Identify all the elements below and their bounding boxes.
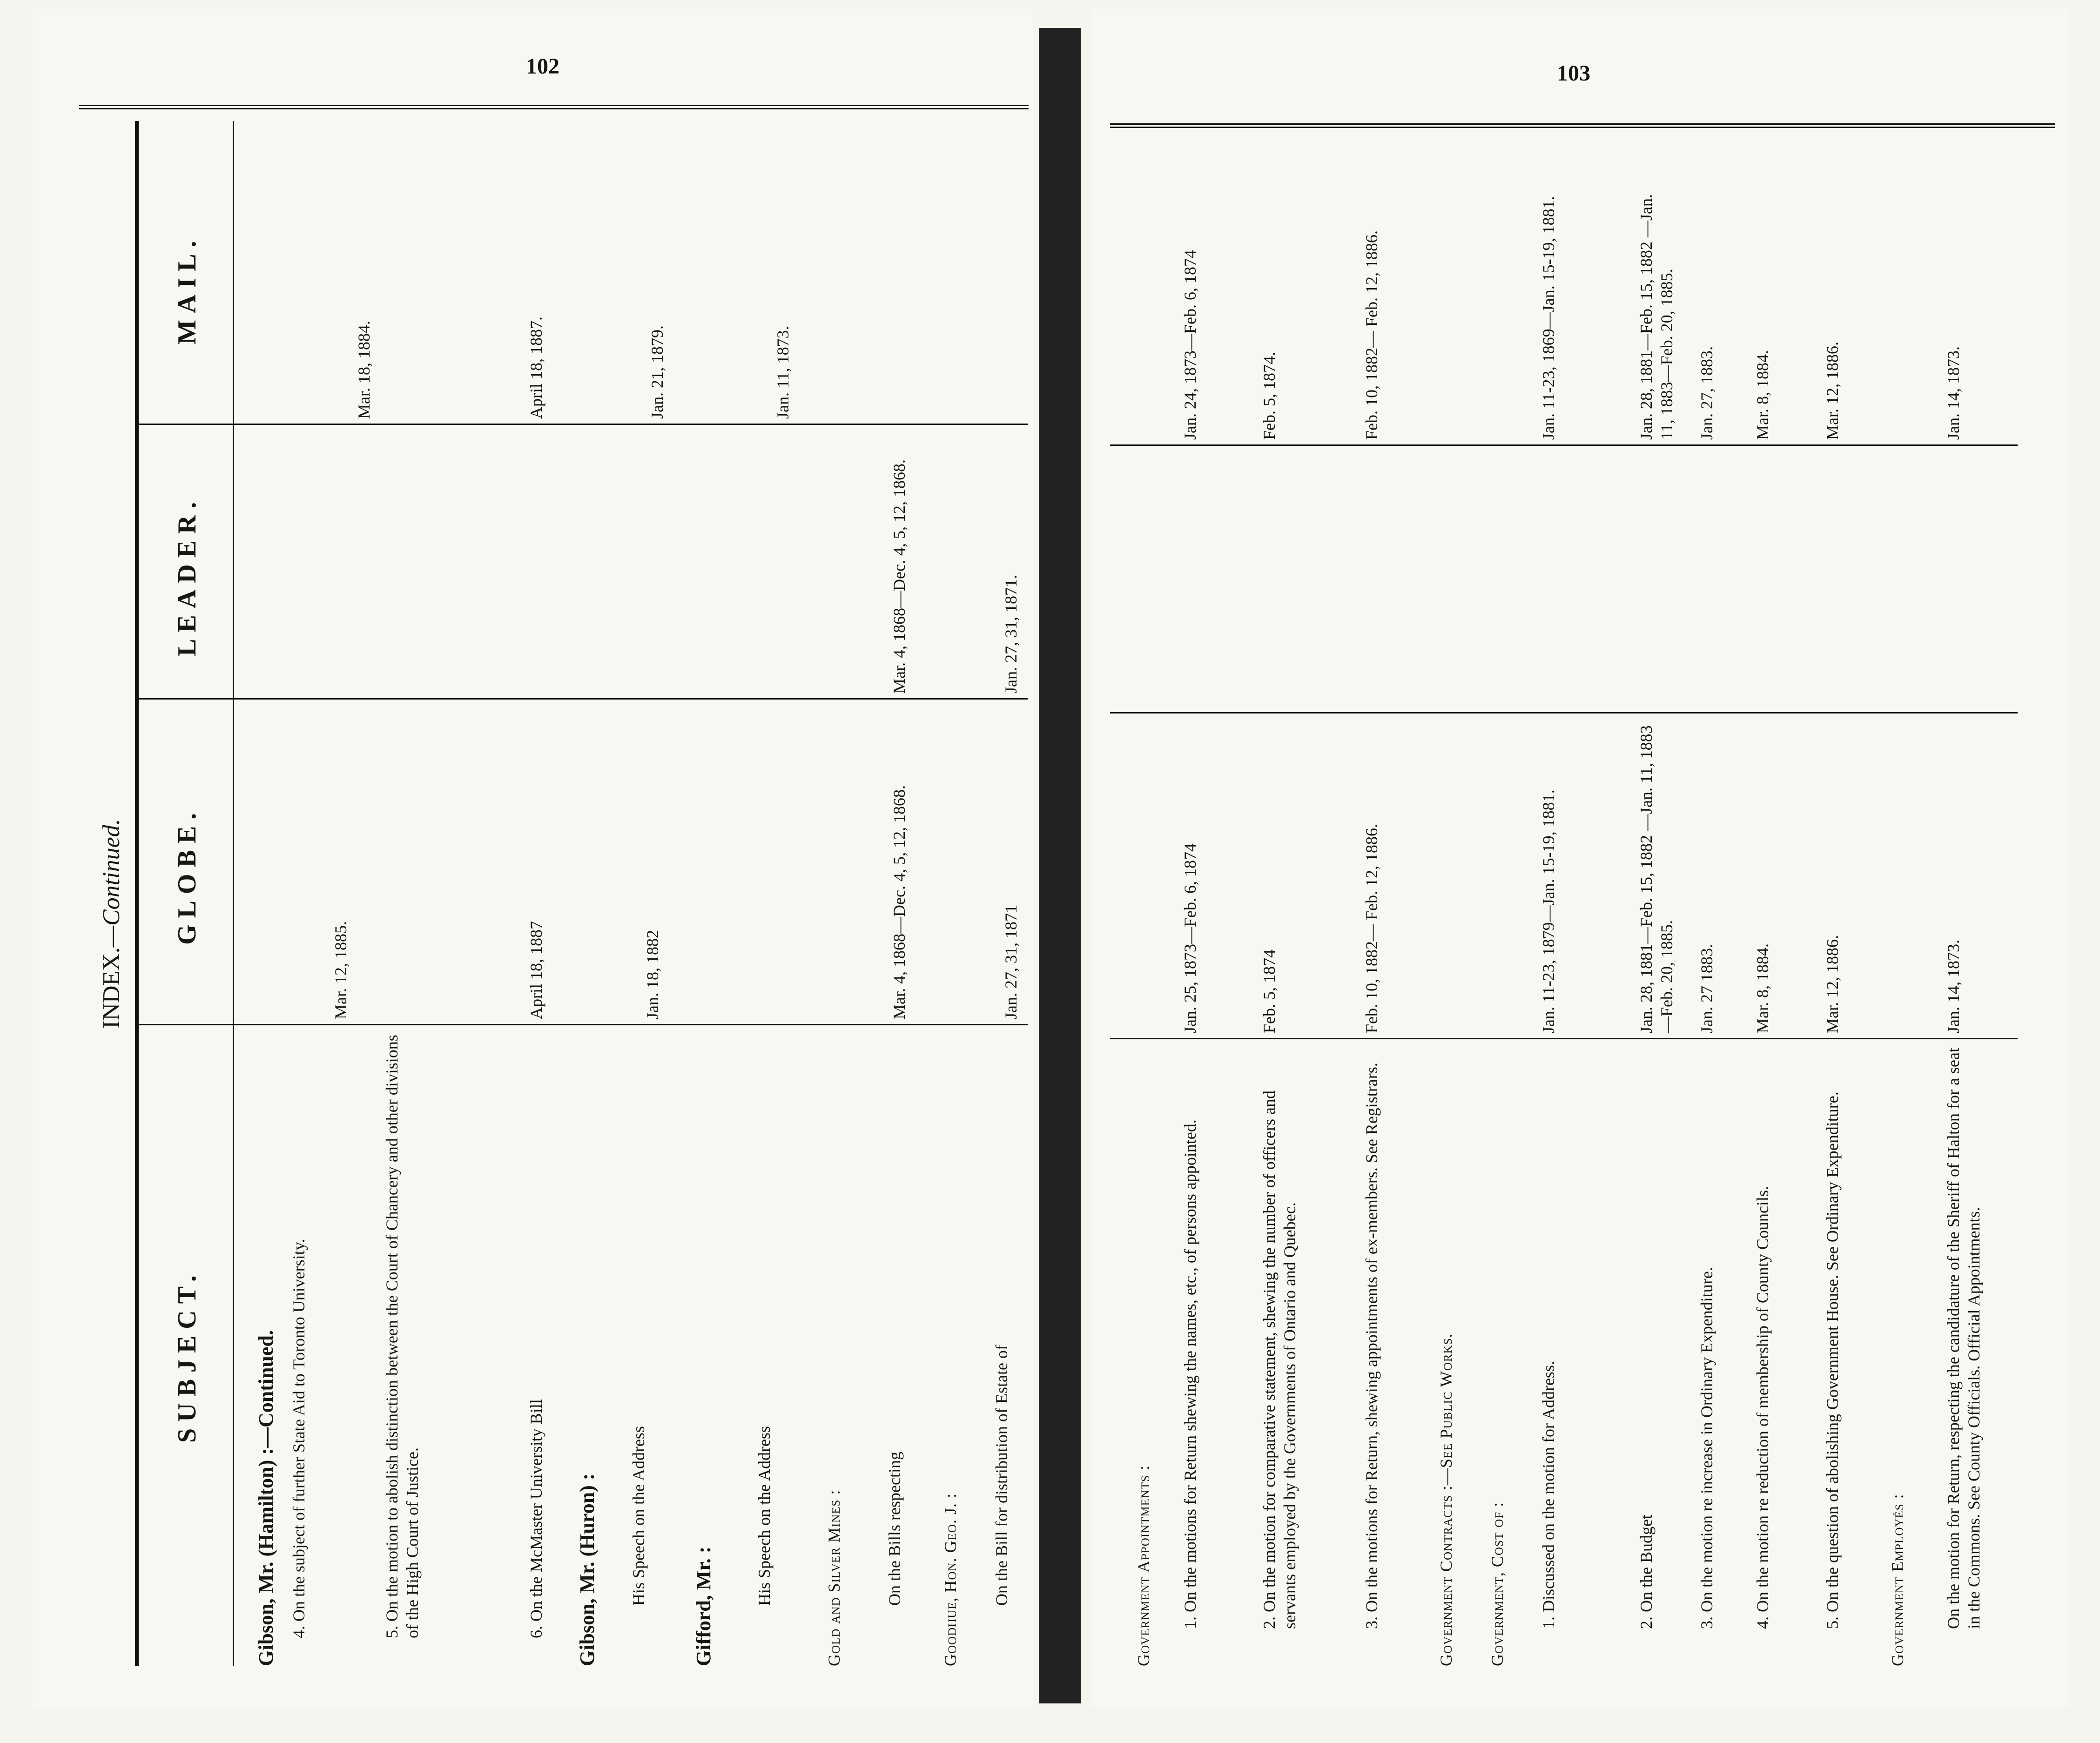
header-leader: LEADER. <box>173 495 202 656</box>
entry-gifford-speech <box>754 1047 774 1606</box>
entry-cost-2-mail: Jan. 28, 1881—Feb. 15, 1882 —Jan. 11, 1883—Feb. 20, 1885. <box>1637 194 1676 440</box>
entry-head-gov-appointments <box>1133 1108 1154 1666</box>
entry-cost-5 <box>1822 1038 1843 1629</box>
entry-subject: 2. On the Budget <box>1637 1514 1656 1629</box>
entry-appointments-2 <box>1259 1038 1300 1629</box>
col-divider-leader-right <box>1110 712 2018 713</box>
running-title-text: INDEX. <box>98 947 125 1029</box>
entry-cost-3-mail: Jan. 27, 1883. <box>1697 346 1716 440</box>
entry-goodhue-bill <box>991 1047 1012 1606</box>
entry-appointments-2-mail: Feb. 5, 1874. <box>1260 352 1279 440</box>
entry-head-goodhue <box>940 1108 961 1666</box>
entry-appointments-3-globe: Feb. 10, 1882— Feb. 12, 1886. <box>1362 824 1381 1033</box>
entry-cost-1 <box>1538 1038 1559 1629</box>
entry-head-gibson-huron <box>577 1108 598 1666</box>
entry-huron-speech <box>628 1047 649 1606</box>
col-divider-mail-right <box>1110 444 2018 446</box>
entry-subject: 1. On the motions for Return shewing the names, etc., of persons appointed. <box>1181 1119 1199 1629</box>
entry-employes-1-globe: Jan. 14, 1873. <box>1944 940 1963 1033</box>
entry-subject: 3. On the motions for Return, shewing appointments of ex-members. See Registrars. <box>1362 1063 1381 1629</box>
entry-subject: Gold and Silver Mines : <box>825 1489 843 1666</box>
entry-cost-4-globe: Mar. 8, 1884. <box>1753 943 1772 1033</box>
entry-head-gibson-hamilton <box>256 1108 276 1666</box>
entry-6-mail: April 18, 1887. <box>527 316 545 419</box>
col-divider-globe-right <box>1110 1038 2018 1039</box>
entry-cost-1-globe: Jan. 11-23, 1879—Jan. 15-19, 1881. <box>1539 789 1558 1033</box>
page-number-left: 102 <box>526 54 559 79</box>
entry-subject: On the motion for Return, respecting the candidature of the Sheriff of Halton for a seat in the Commons. See County Officials. Official Appointments. <box>1944 1048 1983 1629</box>
entry-4 <box>289 1024 309 1638</box>
entry-cost-4-mail: Mar. 8, 1884. <box>1753 350 1772 440</box>
entry-subject: His Speech on the Address <box>629 1426 648 1606</box>
running-title <box>98 819 125 1029</box>
entry-subject: 5. On the motion to abolish distinction between the Court of Chancery and other divisions of the High Court of Justice. <box>383 1035 422 1638</box>
entry-head-gov-cost <box>1487 1108 1508 1666</box>
entry-4-globe: Mar. 12, 1885. <box>331 921 350 1019</box>
entry-appointments-1 <box>1180 1038 1200 1629</box>
entry-appointments-3-mail: Feb. 10, 1882— Feb. 12, 1886. <box>1362 230 1381 440</box>
entry-subject: Government, Cost of : <box>1488 1501 1507 1666</box>
header-subject: SUBJECT. <box>173 1269 202 1443</box>
entry-head-gov-contracts <box>1436 1108 1456 1666</box>
entry-employes-1-mail: Jan. 14, 1873. <box>1944 346 1963 440</box>
entry-cost-2 <box>1636 1038 1656 1629</box>
entry-subject: Government Contracts :—See Public Works. <box>1437 1333 1455 1666</box>
entry-appointments-2-globe: Feb. 5, 1874 <box>1260 949 1279 1033</box>
header-globe: GLOBE. <box>173 806 202 945</box>
entry-cost-3-globe: Jan. 27 1883. <box>1697 944 1716 1033</box>
entry-huron-globe: Jan. 18, 1882 <box>643 930 662 1019</box>
entry-gifford-mail: Jan. 11, 1873. <box>774 326 792 419</box>
entry-subject: 1. Discussed on the motion for Address. <box>1539 1361 1558 1629</box>
entry-cost-2-globe: Jan. 28, 1881—Feb. 15, 1882 —Jan. 11, 1883—Feb. 20, 1885. <box>1637 725 1676 1033</box>
entry-appointments-1-globe: Jan. 25, 1873—Feb. 6, 1874 <box>1181 843 1199 1033</box>
entry-goodhue-globe: Jan. 27, 31, 1871 <box>1002 905 1020 1019</box>
entry-subject: Gifford, Mr. : <box>692 1546 715 1666</box>
entry-subject: Goodhue, Hon. Geo. J. : <box>941 1493 960 1666</box>
entry-head-gifford <box>693 1108 714 1666</box>
entry-goodhue-leader: Jan. 27, 31, 1871. <box>1002 575 1020 693</box>
entry-gold-bills <box>884 1047 905 1606</box>
entry-cost-3 <box>1696 1038 1717 1629</box>
entry-6-globe: April 18, 1887 <box>527 921 545 1019</box>
entry-subject: 6. On the McMaster University Bill <box>527 1399 545 1638</box>
entry-appointments-1-mail: Jan. 24, 1873—Feb. 6, 1874 <box>1181 250 1199 440</box>
entry-subject: 5. On the question of abolishing Government House. See Ordinary Expenditure. <box>1823 1091 1842 1629</box>
entry-cost-4 <box>1752 1038 1773 1629</box>
col-divider-mail <box>139 424 1028 425</box>
entry-cost-5-mail: Mar. 12, 1886. <box>1823 342 1842 440</box>
entry-huron-mail: Jan. 21, 1879. <box>648 325 666 419</box>
entry-head-gold-silver <box>824 1108 844 1666</box>
entry-subject: 4. On the subject of further State Aid to Toronto University. <box>289 1238 308 1638</box>
col-divider-globe <box>139 1024 1028 1025</box>
entry-subject: Gibson, Mr. (Hamilton) :—Continued. <box>255 1330 277 1666</box>
entry-cost-1-mail: Jan. 11-23, 1869—Jan. 15-19, 1881. <box>1539 196 1558 440</box>
entry-subject: Gibson, Mr. (Huron) : <box>576 1473 599 1666</box>
entry-subject: His Speech on the Address <box>755 1426 774 1606</box>
entry-cost-5-globe: Mar. 12, 1886. <box>1823 935 1842 1033</box>
entry-gold-globe: Mar. 4, 1868—Dec. 4, 5, 12, 1868. <box>890 785 909 1019</box>
left-page <box>33 9 1033 1708</box>
entry-subject: 4. On the motion re reduction of membership of County Councils. <box>1753 1186 1772 1629</box>
top-double-rule <box>79 105 1029 109</box>
header-mail: MAIL. <box>173 234 202 344</box>
entry-5 <box>382 1024 423 1638</box>
running-title-cont: —Continued. <box>98 819 125 948</box>
table-left-border <box>135 121 139 1666</box>
entry-subject: On the Bill for distribution of Estate of <box>992 1345 1011 1606</box>
entry-subject: Government Employés : <box>1888 1494 1907 1666</box>
table-header-line <box>233 121 234 1666</box>
book-spine <box>1039 28 1081 1703</box>
entry-4-mail: Mar. 18, 1884. <box>355 321 373 419</box>
right-page <box>1091 9 2069 1708</box>
entry-gold-leader: Mar. 4, 1868—Dec. 4, 5, 12, 1868. <box>890 459 909 693</box>
entry-head-gov-employes <box>1887 1108 1908 1666</box>
entry-subject: On the Bills respecting <box>885 1452 904 1606</box>
entry-subject: 3. On the motion re increase in Ordinary Expenditure. <box>1697 1267 1716 1629</box>
entry-employes-1 <box>1943 1038 1984 1629</box>
entry-appointments-3 <box>1361 1038 1382 1629</box>
top-double-rule-right <box>1110 123 2055 128</box>
entry-subject: 2. On the motion for comparative statement, shewing the number of officers and servants employed by the Governments of Ontario and Quebec. <box>1260 1090 1299 1629</box>
entry-subject: Government Appointments : <box>1134 1465 1153 1666</box>
entry-6 <box>526 1024 546 1638</box>
page-number-right: 103 <box>1557 61 1590 86</box>
